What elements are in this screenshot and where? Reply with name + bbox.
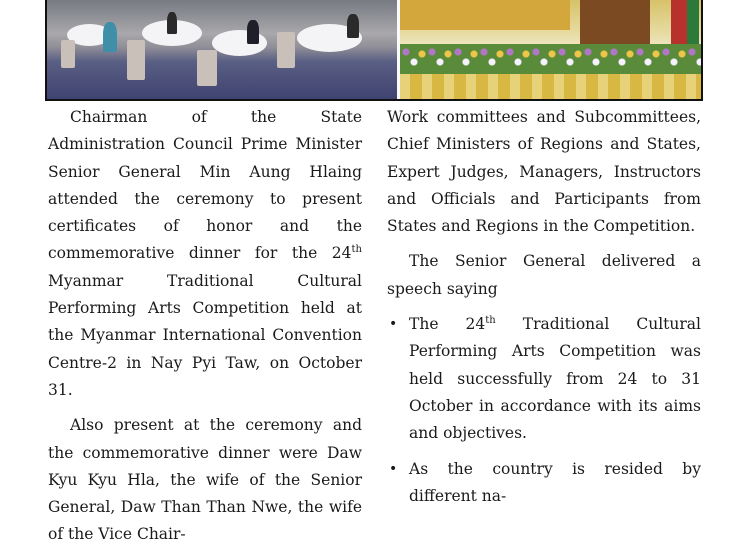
article-paragraph-continued: Work committees and Subcommittees, Chief Ministers of Regions and States, Expert Judges, Managers, Instructors and Officials and Participants from States and Regions in the Competition. bbox=[387, 108, 701, 236]
flower-arrangement bbox=[400, 44, 701, 74]
right-column bbox=[387, 104, 701, 510]
banquet-hall-photo bbox=[47, 0, 397, 99]
speech-point-2: • As the country is resided by different na- bbox=[387, 456, 701, 511]
bullet-icon: • bbox=[389, 316, 398, 333]
bullet-icon: • bbox=[389, 460, 398, 477]
speech-point-1: • The 24th Traditional Cultural Performing Arts Competition was held successfully from 24 to 31 October in accordance with its aims and objectives. bbox=[387, 311, 701, 447]
article-paragraph-2: Also present at the ceremony and the commemorative dinner were Daw Kyu Kyu Hla, the wife of the Senior General, Daw Than Than Nwe, the wife of the Vice Chair- bbox=[48, 416, 362, 544]
speech-points bbox=[387, 311, 701, 510]
article-paragraph-1: Chairman of the State Administration Council Prime Minister Senior General Min Aung Hlaing attended the ceremony to present certificates of honor and the commemorative dinner for the 24th Myanmar Traditional Cultural Performing Arts Competition held at the Myanmar International Convention Centre-2 in Nay Pyi Taw, on October 31. bbox=[48, 108, 362, 399]
stage-photo bbox=[400, 0, 701, 99]
photo-strip bbox=[45, 0, 703, 101]
left-column bbox=[48, 104, 362, 549]
speech-intro: The Senior General delivered a speech saying bbox=[387, 252, 701, 298]
